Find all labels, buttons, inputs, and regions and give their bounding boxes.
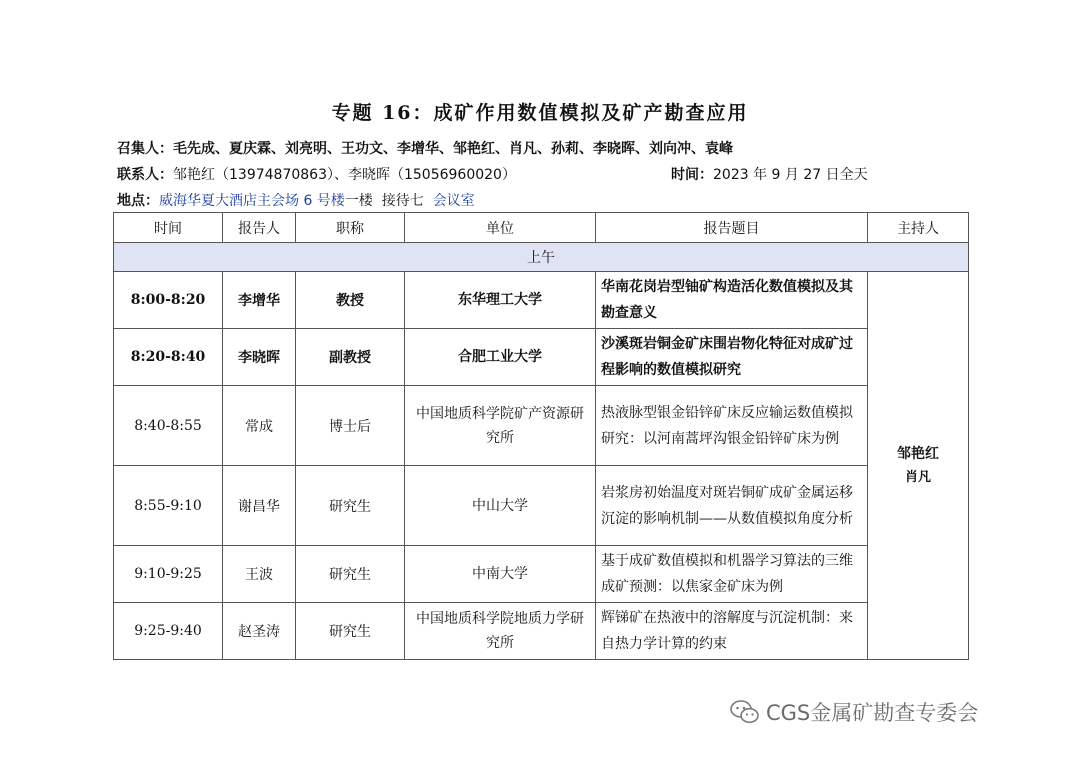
header-unit: 单位	[405, 213, 596, 243]
row-time: 8:20-8:40	[114, 329, 223, 386]
row-time: 8:00-8:20	[114, 272, 223, 329]
time-value: 2023 年 9 月 27 日全天	[713, 167, 868, 183]
host-name: 肖凡	[904, 469, 931, 485]
row-topic: 华南花岗岩型铀矿构造活化数值模拟及其勘查意义	[596, 272, 868, 329]
row-time: 9:25-9:40	[114, 603, 223, 660]
row-speaker: 王波	[223, 546, 296, 603]
row-rank: 教授	[296, 272, 405, 329]
location-floor: 一楼 接待七	[344, 193, 433, 209]
row-time: 8:55-9:10	[114, 466, 223, 546]
row-unit: 中山大学	[405, 466, 596, 546]
contact-label: 联系人：	[117, 167, 173, 183]
host-name: 邹艳红	[897, 445, 939, 462]
table-row	[114, 272, 969, 329]
time-line	[671, 164, 868, 184]
table-header-row	[114, 213, 969, 243]
contact-value: 邹艳红（13974870863）、李晓晖（15056960020）	[173, 167, 516, 183]
convener-names: 毛先成、夏庆霖、刘亮明、王功文、李增华、邹艳红、肖凡、孙莉、李晓晖、刘向冲、袁峰	[173, 141, 733, 157]
wechat-icon	[730, 699, 760, 725]
header-rank: 职称	[296, 213, 405, 243]
header-time: 时间	[114, 213, 223, 243]
table-row	[114, 546, 969, 603]
location-venue: 威海华夏大酒店主会场 6 号楼	[159, 193, 345, 209]
table-row	[114, 386, 969, 466]
row-speaker: 李增华	[223, 272, 296, 329]
row-rank: 副教授	[296, 329, 405, 386]
contact-line	[117, 164, 516, 184]
row-unit: 中国地质科学院矿产资源研究所	[405, 386, 596, 466]
header-speaker: 报告人	[223, 213, 296, 243]
header-topic: 报告题目	[596, 213, 868, 243]
row-topic: 热液脉型银金铅锌矿床反应输运数值模拟研究：以河南蒿坪沟银金铅锌矿床为例	[596, 386, 868, 466]
row-unit: 中国地质科学院地质力学研究所	[405, 603, 596, 660]
row-time: 8:40-8:55	[114, 386, 223, 466]
row-rank: 博士后	[296, 386, 405, 466]
watermark	[730, 697, 978, 727]
host-cell	[868, 272, 969, 660]
row-rank: 研究生	[296, 466, 405, 546]
row-topic: 沙溪斑岩铜金矿床围岩物化特征对成矿过程影响的数值模拟研究	[596, 329, 868, 386]
schedule-table	[113, 212, 969, 660]
row-topic: 基于成矿数值模拟和机器学习算法的三维成矿预测：以焦家金矿床为例	[596, 546, 868, 603]
row-time: 9:10-9:25	[114, 546, 223, 603]
location-room: 会议室	[432, 193, 475, 209]
row-unit: 中南大学	[405, 546, 596, 603]
row-topic: 岩浆房初始温度对斑岩铜矿成矿金属运移沉淀的影响机制——从数值模拟角度分析	[596, 466, 868, 546]
row-speaker: 李晓晖	[223, 329, 296, 386]
table-row	[114, 329, 969, 386]
location-line	[117, 190, 475, 210]
row-rank: 研究生	[296, 603, 405, 660]
conveners-line	[117, 138, 733, 158]
header-host: 主持人	[868, 213, 969, 243]
convener-label: 召集人：	[117, 141, 173, 157]
page-title: 专题 16：成矿作用数值模拟及矿产勘查应用	[331, 102, 749, 124]
row-speaker: 常成	[223, 386, 296, 466]
location-label: 地点：	[117, 193, 159, 209]
table-row	[114, 466, 969, 546]
row-unit: 合肥工业大学	[405, 329, 596, 386]
row-rank: 研究生	[296, 546, 405, 603]
row-speaker: 赵圣涛	[223, 603, 296, 660]
watermark-text: CGS金属矿勘查专委会	[766, 701, 979, 725]
session-label: 上午	[114, 243, 969, 272]
table-row	[114, 603, 969, 660]
row-topic: 辉锑矿在热液中的溶解度与沉淀机制：来自热力学计算的约束	[596, 603, 868, 660]
row-speaker: 谢昌华	[223, 466, 296, 546]
session-row	[114, 243, 969, 272]
row-unit: 东华理工大学	[405, 272, 596, 329]
time-label: 时间：	[671, 167, 713, 183]
